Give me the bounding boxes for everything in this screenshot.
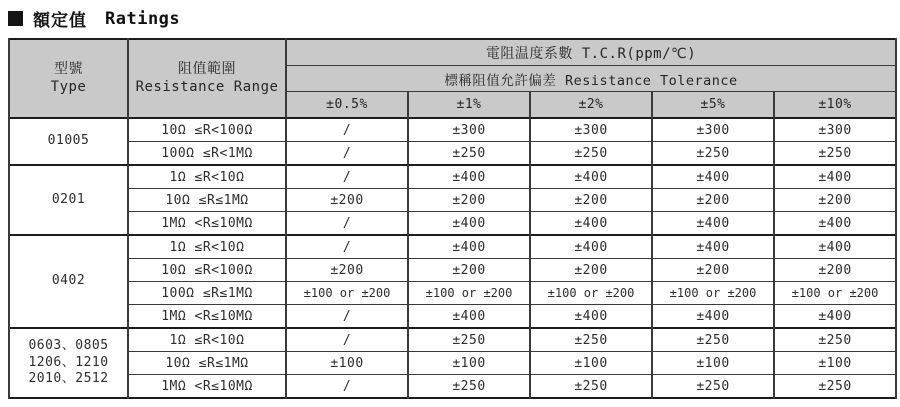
tcr-value-cell: ±100 or ±200 [286,282,408,305]
tcr-value-cell: ±100 [286,352,408,375]
table-row [9,235,896,259]
tcr-value-cell: ±100 [652,352,774,375]
table-row [9,328,896,352]
header-tolerance-0.5pct: ±0.5% [286,92,408,119]
tcr-value-cell: ±400 [408,305,530,329]
tcr-value-cell: ±250 [530,328,652,352]
ratings-table-body [9,118,896,398]
tcr-value-cell: ±400 [408,235,530,259]
tcr-value-cell: ±200 [286,189,408,212]
header-tolerance-5pct: ±5% [652,92,774,119]
resistance-range-cell: 100Ω ≤R<1MΩ [128,142,286,166]
tcr-value-cell: ±100 or ±200 [774,282,896,305]
table-row [9,165,896,189]
section-title [8,6,180,31]
tcr-value-cell: ±250 [652,375,774,399]
tcr-value-cell: ±400 [530,212,652,236]
tcr-value-cell: ±400 [774,165,896,189]
tcr-value-cell: ±200 [774,189,896,212]
type-cell [9,328,128,398]
tcr-value-cell: ±200 [286,259,408,282]
tcr-value-cell: ±100 or ±200 [408,282,530,305]
section-title-en: Ratings [105,8,181,29]
tcr-value-cell: ±250 [774,142,896,166]
tcr-value-cell: ±400 [774,212,896,236]
resistance-range-cell: 10Ω ≤R<100Ω [128,118,286,142]
type-line: 0402 [51,273,86,289]
tcr-value-cell: ±250 [774,328,896,352]
type-line: 2010、2512 [28,371,109,387]
tcr-value-cell: ±250 [652,328,774,352]
type-line: 0603、0805 [28,337,109,353]
section-title-zh: 額定值 [33,11,87,31]
tcr-value-cell: ±200 [774,259,896,282]
tcr-value-cell: ±100 or ±200 [652,282,774,305]
tcr-value-cell: ±250 [774,375,896,399]
tcr-value-cell: ±100 or ±200 [530,282,652,305]
header-resistance-range [128,39,286,118]
tcr-value-cell: ±400 [774,305,896,329]
tcr-value-cell: ±200 [408,259,530,282]
resistance-range-cell: 10Ω ≤R≤1MΩ [128,352,286,375]
header-type [9,39,128,118]
tcr-value-cell: ±400 [774,235,896,259]
resistance-range-cell: 1Ω ≤R<10Ω [128,165,286,189]
tcr-value-cell: ±200 [652,259,774,282]
tcr-value-cell: ±300 [408,118,530,142]
table-row [9,305,896,329]
tcr-value-cell: / [286,212,408,236]
tcr-value-cell: ±250 [408,142,530,166]
tcr-value-cell: / [286,375,408,399]
header-tolerance-1pct: ±1% [408,92,530,119]
resistance-range-cell: 1MΩ <R≤10MΩ [128,375,286,399]
tcr-value-cell: / [286,235,408,259]
resistance-range-cell: 100Ω ≤R≤1MΩ [128,282,286,305]
header-tolerance-2pct: ±2% [530,92,652,119]
section-marker-square-icon [8,11,23,26]
table-row [9,142,896,166]
resistance-range-cell: 1MΩ <R≤10MΩ [128,305,286,329]
tcr-value-cell: ±200 [530,189,652,212]
tcr-value-cell: ±250 [530,375,652,399]
table-row [9,118,896,142]
tcr-value-cell: / [286,118,408,142]
tcr-value-cell: ±200 [652,189,774,212]
table-row [9,352,896,375]
ratings-table-header [9,39,896,118]
tcr-value-cell: ±200 [530,259,652,282]
header-range-zh: 阻值範圍 [178,61,236,77]
type-cell [9,165,128,235]
tcr-value-cell: ±400 [652,165,774,189]
table-row [9,189,896,212]
tcr-value-cell: ±250 [408,375,530,399]
tcr-value-cell: ±100 [774,352,896,375]
tcr-value-cell: / [286,142,408,166]
tcr-value-cell: ±250 [652,142,774,166]
header-tolerance-10pct: ±10% [774,92,896,119]
resistance-range-cell: 10Ω ≤R≤1MΩ [128,189,286,212]
header-type-en: Type [50,78,87,95]
resistance-range-cell: 1Ω ≤R<10Ω [128,235,286,259]
header-resistance-tolerance: 標稱阻值允許偏差 Resistance Tolerance [286,66,896,92]
tcr-value-cell: ±100 [530,352,652,375]
tcr-value-cell: ±400 [530,165,652,189]
resistance-range-cell: 1Ω ≤R<10Ω [128,328,286,352]
type-line: 01005 [47,133,90,149]
type-cell [9,118,128,165]
tcr-value-cell: ±400 [652,235,774,259]
resistance-range-cell: 10Ω ≤R<100Ω [128,259,286,282]
tcr-value-cell: ±300 [530,118,652,142]
ratings-table [8,38,897,399]
table-row [9,259,896,282]
table-row [9,282,896,305]
header-type-zh: 型號 [54,61,83,77]
tcr-value-cell: ±400 [652,212,774,236]
tcr-value-cell: / [286,305,408,329]
tcr-value-cell: / [286,328,408,352]
type-line: 0201 [51,191,86,207]
tcr-value-cell: ±400 [652,305,774,329]
tcr-value-cell: ±300 [774,118,896,142]
tcr-value-cell: ±400 [408,165,530,189]
tcr-value-cell: ±250 [530,142,652,166]
header-tcr: 電阻温度系數 T.C.R(ppm/℃) [286,39,896,66]
tcr-value-cell: ±200 [408,189,530,212]
header-range-en: Resistance Range [135,78,279,95]
tcr-value-cell: ±250 [408,328,530,352]
table-row [9,375,896,399]
table-row [9,212,896,236]
tcr-value-cell: ±400 [530,235,652,259]
type-line: 1206、1210 [28,354,109,370]
tcr-value-cell: / [286,165,408,189]
tcr-value-cell: ±400 [530,305,652,329]
tcr-value-cell: ±100 [408,352,530,375]
tcr-value-cell: ±300 [652,118,774,142]
type-cell [9,235,128,328]
tcr-value-cell: ±400 [408,212,530,236]
resistance-range-cell: 1MΩ <R≤10MΩ [128,212,286,236]
